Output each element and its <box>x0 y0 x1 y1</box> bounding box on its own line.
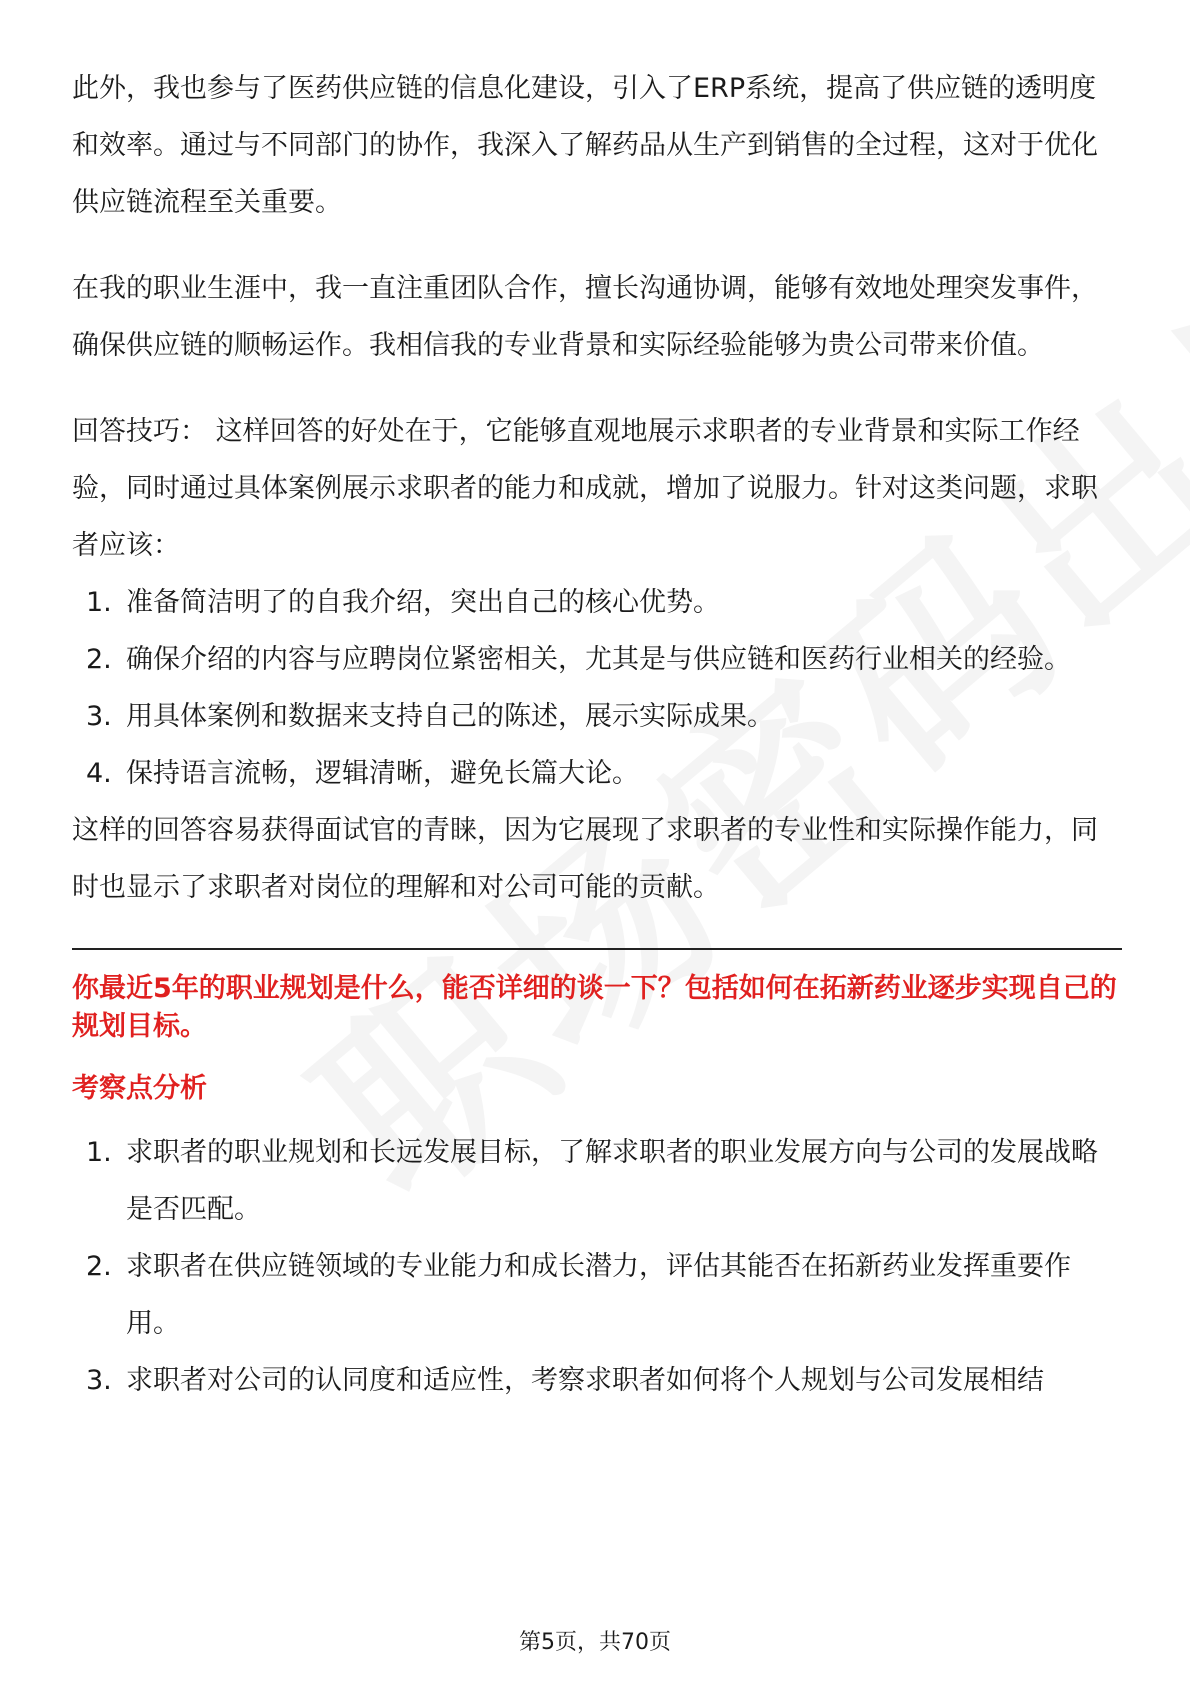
interview-question: 你最近5年的职业规划是什么，能否详细的谈一下？包括如何在拓新药业逐步实现自己的规划目标。 <box>72 973 1117 1042</box>
analysis-heading: 考察点分析 <box>72 1073 207 1104</box>
paragraph-closing: 这样的回答容易获得面试官的青睐，因为它展现了求职者的专业性和实际操作能力，同时也显示了求职者对岗位的理解和对公司可能的贡献。 <box>72 815 1098 903</box>
list-item <box>72 631 1122 688</box>
list-number: 3. <box>86 701 112 732</box>
list-text: 用具体案例和数据来支持自己的陈述，展示实际成果。 <box>126 701 774 732</box>
list-text: 求职者对公司的认同度和适应性，考察求职者如何将个人规划与公司发展相结 <box>126 1365 1044 1396</box>
analysis-list <box>72 1124 1122 1409</box>
list-item <box>72 688 1122 745</box>
list-text: 求职者在供应链领域的专业能力和成长潜力，评估其能否在拓新药业发挥重要作用。 <box>126 1251 1071 1339</box>
list-text: 确保介绍的内容与应聘岗位紧密相关，尤其是与供应链和医药行业相关的经验。 <box>126 644 1071 675</box>
page-number: 第5页，共70页 <box>519 1630 671 1655</box>
paragraph-answer-tips: 回答技巧： 这样回答的好处在于，它能够直观地展示求职者的专业背景和实际工作经验，同时通过具体案例展示求职者的能力和成就，增加了说服力。针对这类问题，求职者应该： <box>72 416 1098 561</box>
list-item <box>72 1124 1122 1238</box>
list-number: 2. <box>86 644 112 675</box>
section-divider <box>72 948 1122 950</box>
list-number: 1. <box>86 1137 112 1168</box>
list-number: 3. <box>86 1365 112 1396</box>
list-item <box>72 1238 1122 1352</box>
paragraph-erp: 此外，我也参与了医药供应链的信息化建设，引入了ERP系统，提高了供应链的透明度和效率。通过与不同部门的协作，我深入了解药品从生产到销售的全过程，这对于优化供应链流程至关重要。 <box>72 73 1098 218</box>
tips-list <box>72 574 1122 802</box>
paragraph-teamwork: 在我的职业生涯中，我一直注重团队合作，擅长沟通协调，能够有效地处理突发事件，确保供应链的顺畅运作。我相信我的专业背景和实际经验能够为贵公司带来价值。 <box>72 273 1098 361</box>
list-item <box>72 1352 1122 1409</box>
list-number: 1. <box>86 587 112 618</box>
list-number: 2. <box>86 1251 112 1282</box>
list-item <box>72 745 1122 802</box>
list-text: 求职者的职业规划和长远发展目标，了解求职者的职业发展方向与公司的发展战略是否匹配。 <box>126 1137 1098 1225</box>
list-number: 4. <box>86 758 112 789</box>
list-text: 准备简洁明了的自我介绍，突出自己的核心优势。 <box>126 587 720 618</box>
list-item <box>72 574 1122 631</box>
list-text: 保持语言流畅，逻辑清晰，避免长篇大论。 <box>126 758 639 789</box>
document-body <box>72 60 1122 1409</box>
